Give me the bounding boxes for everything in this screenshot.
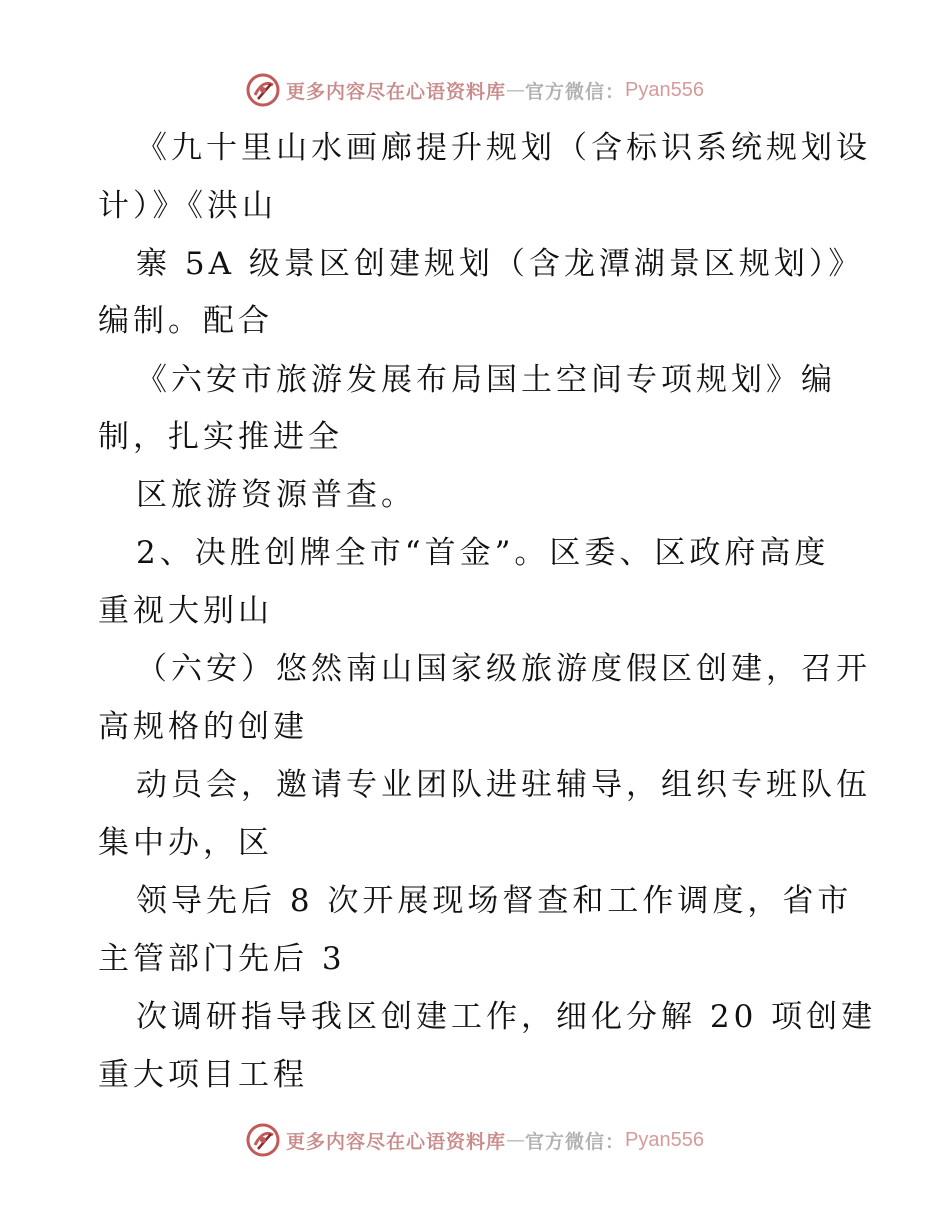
text-line-7: 区旅游资源普查。 [136,477,416,513]
footer-watermark [0,1120,950,1160]
text-line-17: 重大项目工程 [98,1057,308,1093]
text-line-6: 制，扎实推进全 [98,419,343,455]
banner-wechat-label: 官方微信： [525,80,626,103]
banner-wechat-label: 官方微信： [525,1130,626,1153]
text-line-8: 2、决胜创牌全市“首金”。区委、区政府高度 [136,535,830,571]
text-line-4: 编制。配合 [98,303,273,339]
banner-wechat-id: Pyan556 [625,78,704,101]
banner-brand-text: 更多内容尽在心语资料库 [286,80,507,103]
text-line-9: 重视大别山 [98,593,273,629]
text-line-2: 计）》《洪山 [98,188,277,224]
banner-separator: — [506,79,526,101]
text-line-1: 《九十里山水画廊提升规划（含标识系统规划设 [136,130,871,166]
header-watermark [0,70,950,110]
text-line-5: 《六安市旅游发展布局国土空间专项规划》编 [136,362,836,398]
text-line-14: 领导先后 8 次开展现场督查和工作调度，省市 [136,883,853,919]
text-line-12: 动员会，邀请专业团队进驻辅导，组织专班队伍 [136,767,871,803]
text-line-3: 寨 5A 级景区创建规划（含龙潭湖景区规划）》 [136,246,864,282]
wechat-logo-icon [246,73,280,107]
banner-separator: — [506,1129,526,1151]
text-line-10: （六安）悠然南山国家级旅游度假区创建，召开 [136,651,871,687]
banner-wechat-id: Pyan556 [625,1128,704,1151]
wechat-logo-icon [246,1123,280,1157]
text-line-16: 次调研指导我区创建工作，细化分解 20 项创建 [136,999,877,1035]
banner-brand-text: 更多内容尽在心语资料库 [286,1130,507,1153]
text-line-13: 集中办，区 [98,825,273,861]
text-line-15: 主管部门先后 3 [98,941,346,977]
text-line-11: 高规格的创建 [98,709,308,745]
